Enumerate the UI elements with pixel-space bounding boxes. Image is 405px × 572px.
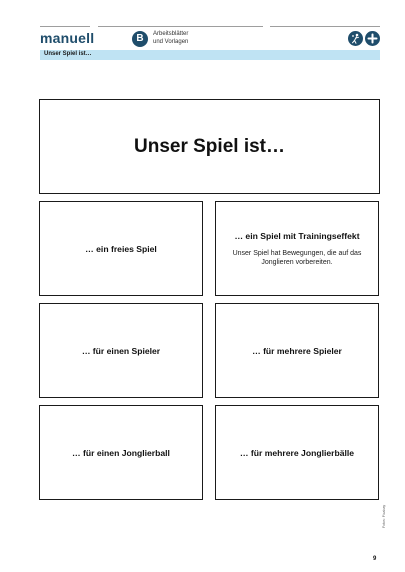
badge-label-line1: Arbeitsblätter: [153, 31, 189, 37]
header-rule: [98, 26, 263, 27]
answer-card-multiple-balls: [215, 405, 379, 500]
page-header: [0, 0, 405, 62]
card-title: … ein freies Spiel: [85, 243, 157, 254]
section-badge: B: [132, 31, 148, 47]
section-badge-label: [153, 30, 188, 46]
juggling-person-icon: [348, 31, 363, 46]
answer-card-free-game: [39, 201, 203, 296]
header-rule: [40, 26, 90, 27]
answer-card-training-effect: [215, 201, 379, 296]
card-title: … ein Spiel mit Trainingseffekt: [234, 230, 360, 241]
card-title: … für einen Jonglierball: [72, 447, 170, 458]
answer-card-multiple-players: [215, 303, 379, 398]
answer-card-one-player: [39, 303, 203, 398]
brand-logo: manuell: [40, 30, 95, 46]
card-title: … für mehrere Jonglierbälle: [239, 447, 355, 458]
section-bar-label: Unser Spiel ist…: [44, 51, 92, 57]
header-rule: [270, 26, 380, 27]
section-bar: [40, 50, 380, 60]
card-description: Unser Spiel hat Bewegungen, die auf das Jonglieren vorbereiten.: [232, 249, 362, 266]
main-title-card: [39, 99, 380, 194]
plus-icon: [365, 31, 380, 46]
card-title: … für einen Spieler: [81, 345, 161, 356]
page-number: 9: [373, 556, 377, 562]
answer-card-one-ball: [39, 405, 203, 500]
photo-credit: Fotos: Pixabay: [382, 504, 386, 528]
card-title: … für mehrere Spieler: [252, 345, 342, 356]
page-title: Unser Spiel ist…: [134, 135, 285, 157]
badge-label-line2: und Vorlagen: [153, 39, 189, 45]
